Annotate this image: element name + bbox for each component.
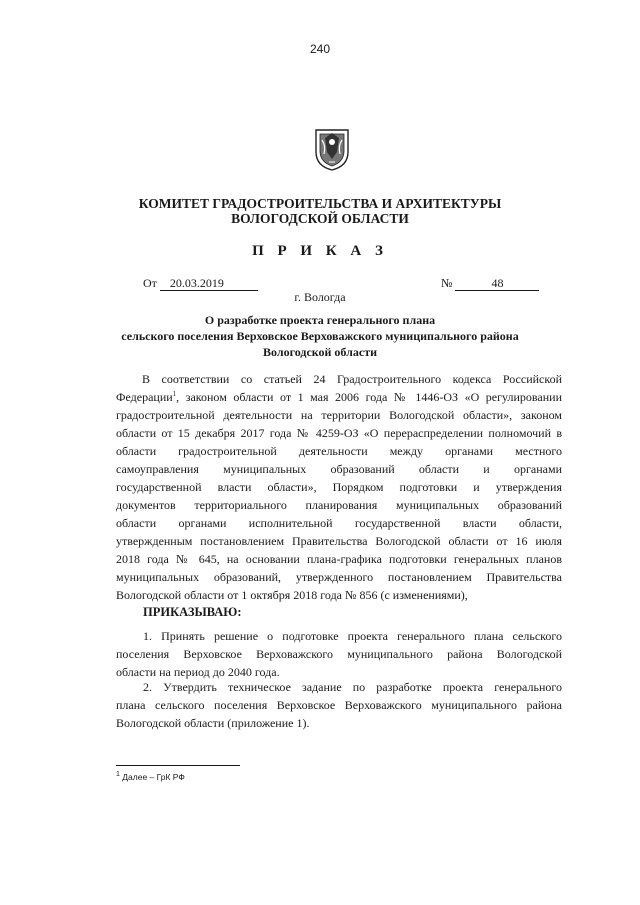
body-line: градостроительной деятельности на территории Вологодской области», законом bbox=[116, 408, 562, 422]
item-1-line: 1. Принять решение о подготовке проекта генерального плана сельского bbox=[143, 629, 562, 643]
body-line: 2018 года № 645, на основании плана-графика подготовки генеральных планов bbox=[116, 552, 562, 566]
item-2-line: плана сельского поселения Верховское Верховажского муниципального района bbox=[116, 698, 562, 712]
title-line: О разработке проекта генерального плана bbox=[204, 313, 436, 327]
footnote-text: Далее – ГрК РФ bbox=[119, 772, 185, 782]
item-1-line: области на период до 2040 года. bbox=[116, 665, 280, 679]
body-line: самоуправления муниципальных образований области и органами bbox=[116, 462, 562, 476]
title-line: сельского поселения Верховское Верховажского муниципального района bbox=[121, 329, 519, 343]
body-line: В соответствии со статьей 24 Градостроительного кодекса Российской bbox=[142, 372, 562, 386]
committee-name-line-1: КОМИТЕТ ГРАДОСТРОИТЕЛЬСТВА И АРХИТЕКТУРЫ bbox=[138, 196, 502, 211]
order-number-field bbox=[441, 276, 539, 291]
footnote-separator bbox=[116, 765, 240, 766]
order-date-field bbox=[143, 276, 258, 291]
committee-name-line-2: ВОЛОГОДСКОЙ ОБЛАСТИ bbox=[231, 211, 409, 226]
body-line: утвержденным постановлением Правительства Вологодской области от 16 июля bbox=[116, 534, 562, 548]
footnote-reference: 1 bbox=[172, 390, 177, 398]
body-line: области от 15 декабря 2017 года № 4259-ОЗ «О перераспределении полномочий в bbox=[116, 426, 562, 440]
item-2-line: 2. Утвердить техническое задание по разработке проекта генерального bbox=[143, 680, 562, 694]
footnote-mark: 1 bbox=[116, 771, 120, 779]
footnote bbox=[116, 772, 185, 782]
order-number: 48 bbox=[455, 277, 539, 291]
date-prefix: От bbox=[143, 276, 157, 290]
body-line: Федерации$^1$, законом области от 1 мая 2006 года № 1446-ОЗ «О регулировании bbox=[116, 390, 562, 404]
item-2-line: Вологодской области (приложение 1). bbox=[116, 716, 310, 730]
title-line: Вологодской области bbox=[262, 345, 378, 359]
body-line: области органами исполнительной государственной власти области, bbox=[116, 516, 562, 530]
body-line: государственной власти области», Порядком подготовки и утверждения bbox=[116, 480, 562, 494]
item-1-line: поселения Верховское Верховажского муниципального района Вологодской bbox=[116, 647, 562, 661]
body-line: области градостроительной деятельности между органами местного bbox=[116, 444, 562, 458]
body-line: Вологодской области от 1 октября 2018 года № 856 (с изменениями), bbox=[116, 588, 468, 602]
order-heading: П Р И К А З bbox=[252, 243, 388, 259]
number-prefix: № bbox=[441, 276, 453, 290]
coat-of-arms-emblem bbox=[312, 126, 352, 172]
body-line: муниципальных образований, утвержденного постановлением Правительства bbox=[116, 570, 562, 584]
city: г. Вологда bbox=[294, 290, 346, 304]
decree-word: ПРИКАЗЫВАЮ: bbox=[143, 605, 242, 619]
order-date: 20.03.2019 bbox=[160, 277, 258, 291]
body-line: документов территориального планирования муниципальных образований bbox=[116, 498, 562, 512]
page-number: 240 bbox=[309, 42, 331, 56]
